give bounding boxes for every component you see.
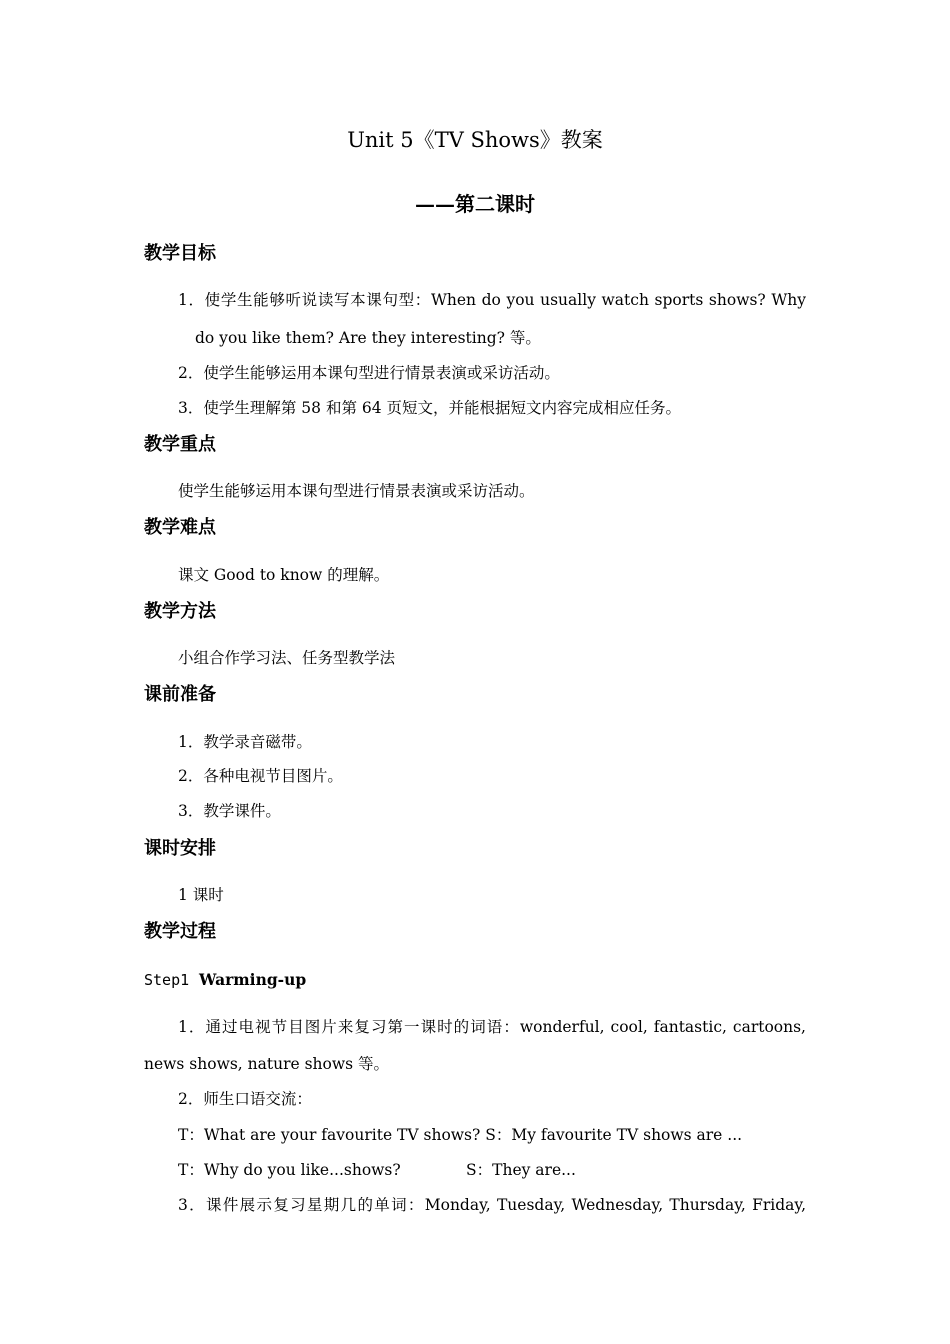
step1-label: Step1 — [144, 971, 190, 989]
dialog-line-1: T：What are your favourite TV shows? S：My favourite TV shows are ... — [178, 1126, 743, 1144]
preparation-heading: 课前准备 — [144, 684, 216, 705]
process-paragraph-1-line-1: 1．通过电视节目图片来复习第一课时的词语：wonderful, cool, fantastic, cartoons, — [178, 1018, 806, 1036]
methods-text: 小组合作学习法、任务型教学法 — [178, 649, 396, 667]
preparation-item-1: 1．教学录音磁带。 — [178, 733, 312, 751]
dialog-line-2-teacher: T：Why do you like...shows? — [178, 1161, 401, 1179]
dialog-line-2-student: S：They are... — [466, 1161, 576, 1179]
schedule-heading: 课时安排 — [144, 838, 216, 859]
step1-title: Warming-up — [199, 970, 307, 989]
document-title: Unit 5《TV Shows》教案 — [347, 128, 603, 152]
objective-item-2: 2．使学生能够运用本课句型进行情景表演或采访活动。 — [178, 364, 560, 382]
objective-item-1-line-2: do you like them? Are they interesting? 等。 — [195, 329, 541, 347]
process-paragraph-2: 2．师生口语交流： — [178, 1090, 312, 1108]
difficulties-heading: 教学难点 — [144, 517, 216, 538]
document-subtitle: ——第二课时 — [415, 192, 535, 216]
objective-item-3: 3．使学生理解第 58 和第 64 页短文，并能根据短文内容完成相应任务。 — [178, 399, 682, 417]
methods-heading: 教学方法 — [144, 601, 216, 622]
preparation-item-2: 2．各种电视节目图片。 — [178, 767, 343, 785]
objective-item-1-line-1: 1．使学生能够听说读写本课句型：When do you usually watch sports shows? Why — [178, 291, 806, 309]
process-heading: 教学过程 — [144, 921, 216, 942]
preparation-item-3: 3．教学课件。 — [178, 802, 281, 820]
key-points-heading: 教学重点 — [144, 434, 216, 455]
objectives-heading: 教学目标 — [144, 243, 216, 264]
process-paragraph-3-line-1: 3．课件展示复习星期几的单词：Monday, Tuesday, Wednesday, Thursday, Friday, — [178, 1196, 806, 1214]
key-points-text: 使学生能够运用本课句型进行情景表演或采访活动。 — [178, 482, 535, 500]
process-paragraph-1-line-2: news shows, nature shows 等。 — [144, 1055, 390, 1073]
schedule-text: 1 课时 — [178, 886, 224, 904]
difficulties-text: 课文 Good to know 的理解。 — [178, 566, 390, 584]
step1-heading — [144, 972, 306, 989]
